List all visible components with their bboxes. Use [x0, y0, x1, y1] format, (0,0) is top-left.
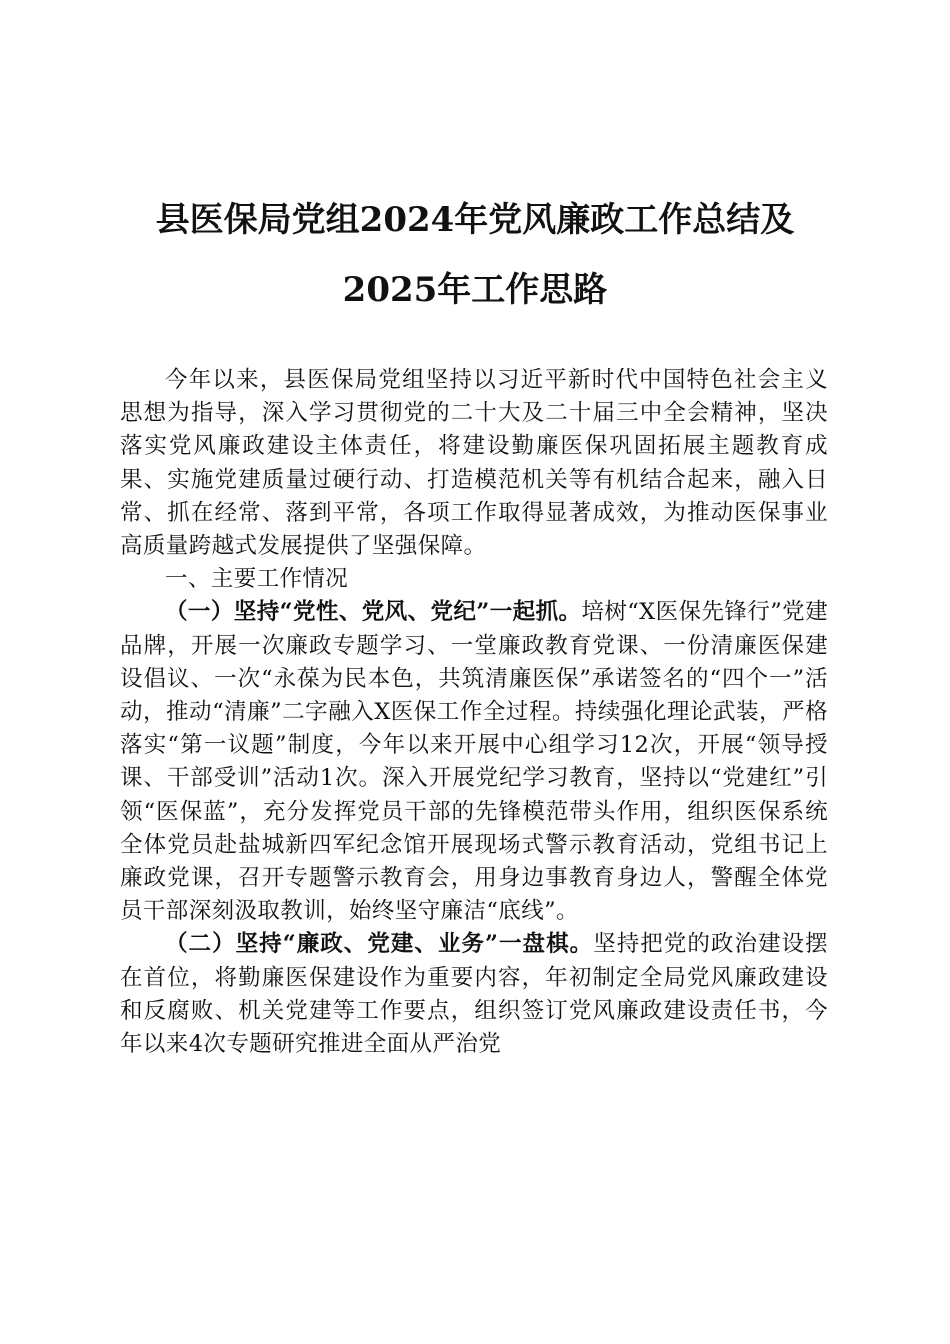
item-1-paragraph [120, 596, 828, 928]
item-1-lead: （一）坚持“党性、党风、党纪”一起抓。 [165, 599, 582, 626]
intro-paragraph: 今年以来，县医保局党组坚持以习近平新时代中国特色社会主义思想为指导，深入学习贯彻党的二十大及二十届三中全会精神，坚决落实党风廉政建设主体责任，将建设勤廉医保巩固拓展主题教育成果、实施党建质量过硬行动、打造模范机关等有机结合起来，融入日常、抓在经常、落到平常，各项工作取得显著成效，为推动医保事业高质量跨越式发展提供了坚强保障。 [120, 367, 828, 560]
item-2-lead: （二）坚持“廉政、党建、业务”一盘棋。 [165, 931, 594, 958]
section-heading-main-work: 一、主要工作情况 [165, 566, 349, 593]
document-title-line1: 县医保局党组2024年党风廉政工作总结及 [155, 200, 795, 240]
document-body [120, 364, 828, 1061]
item-1-body: 培树“X医保先锋行”党建品牌，开展一次廉政专题学习、一堂廉政教育党课、一份清廉医保建设倡议、一次“永葆为民本色，共筑清廉医保”承诺签名的“四个一”活动，推动“清廉”二字融入X医保工作全过程。持续强化理论武装，严格落实“第一议题”制度，今年以来开展中心组学习12次，开展“领导授课、干部受训”活动1次。深入开展党纪学习教育，坚持以“党建红”引领“医保蓝”，充分发挥党员干部的先锋模范带头作用，组织医保系统全体党员赴盐城新四军纪念馆开展现场式警示教育活动，党组书记上廉政党课，召开专题警示教育会，用身边事教育身边人，警醒全体党员干部深刻汲取教训，始终坚守廉洁“底线”。 [120, 599, 828, 925]
item-2-paragraph [120, 928, 828, 1061]
document-title-line2: 2025年工作思路 [342, 270, 608, 310]
item-2-body: 坚持把党的政治建设摆在首位，将勤廉医保建设作为重要内容，年初制定全局党风廉政建设和反腐败、机关党建等工作要点，组织签订党风廉政建设责任书，今年以来4次专题研究推进全面从严治党 [120, 931, 828, 1058]
